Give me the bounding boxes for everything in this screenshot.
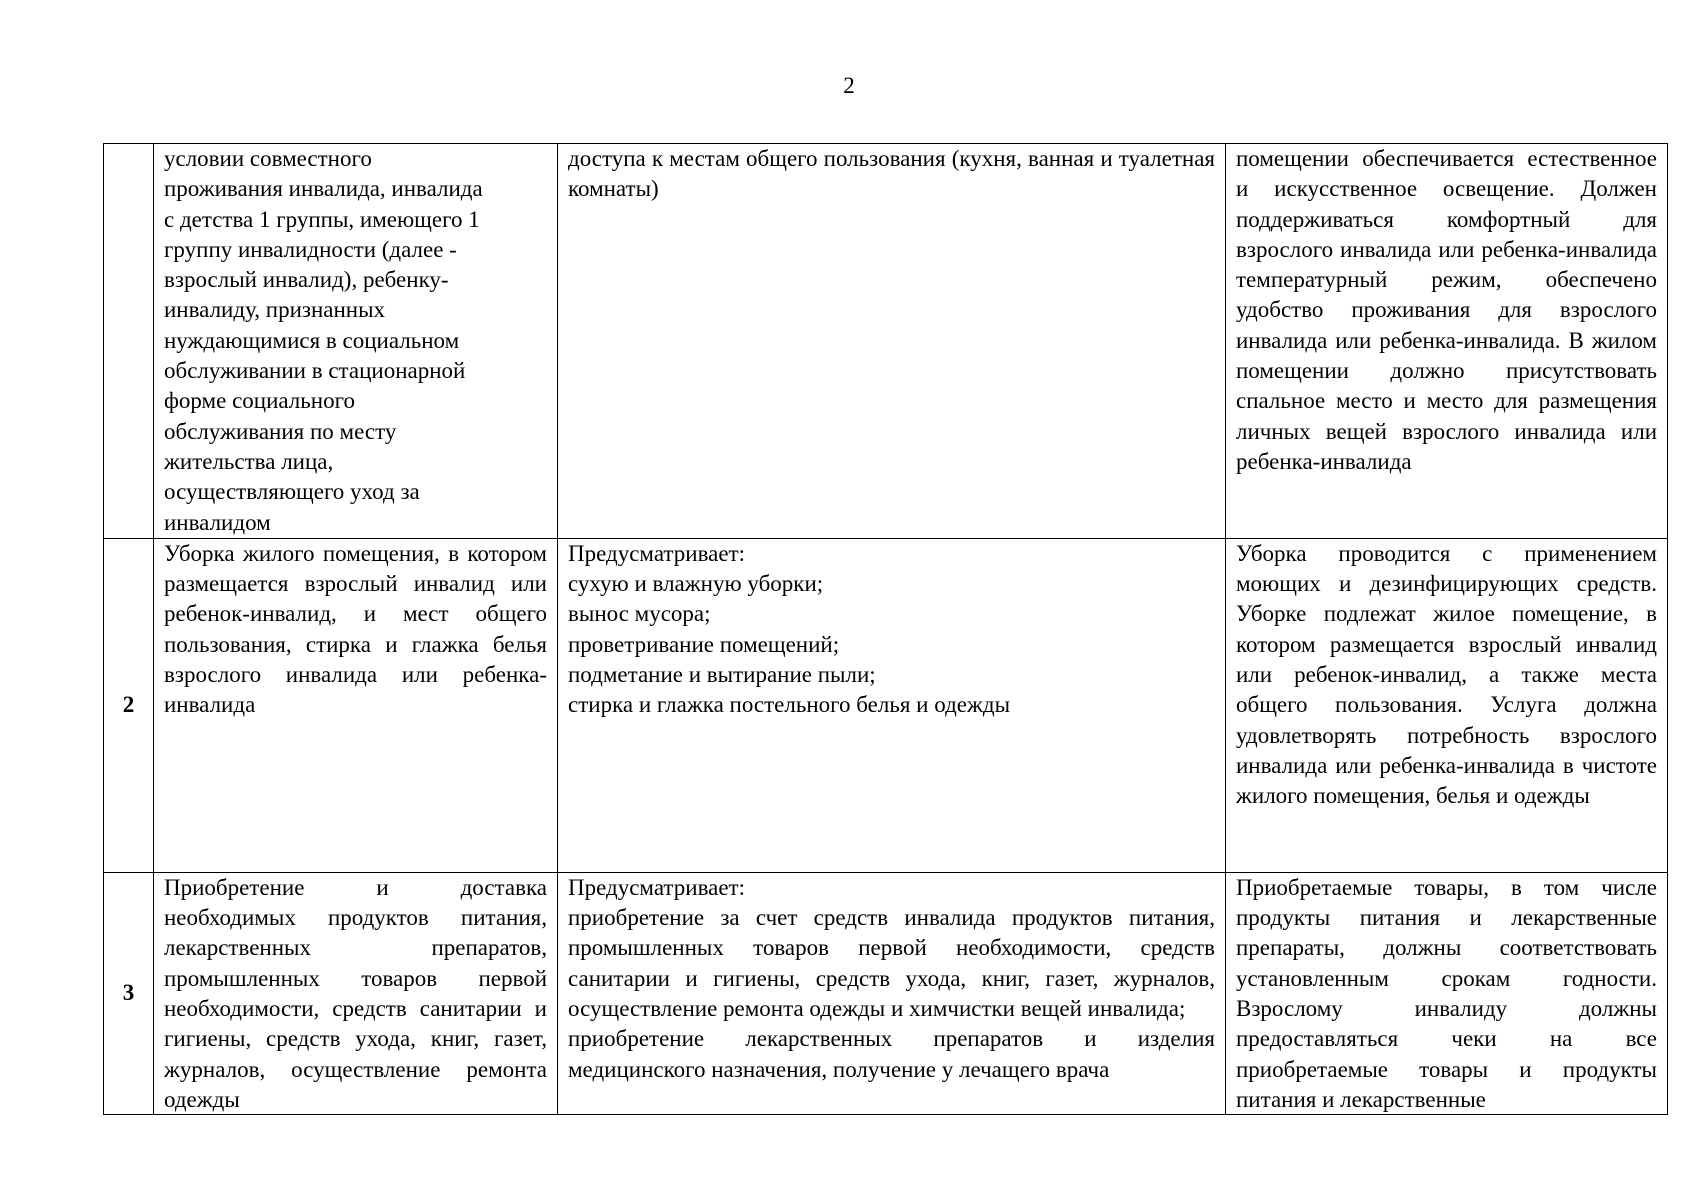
service-name-line: инвалиду, признанных [164,297,386,323]
service-name-line: с детства 1 группы, имеющего 1 [164,206,480,232]
service-content-cell [558,872,1226,1114]
service-content-line: сухую и влажную уборки; [568,571,824,597]
service-name-line: жительства лица, [164,448,334,474]
service-requirements: Приобретаемые товары, в том числе продукты питания и лекарственные препараты, должны соответствовать установленным срокам годности. Взрослому инвалиду должны предоставляться чеки на все приобретаемые товары и продукты питания и лекарственные [1236,874,1657,1112]
row-number-cell [104,872,154,1114]
service-content: приобретение за счет средств инвалида продуктов питания, промышленных товаров первой необходимости, средств санитарии и гигиены, средств ухода, книг, газет, журналов, осуществление ремонта одежды и химчистки вещей инвалида; [568,905,1215,1022]
service-name-line: обслуживания по месту [164,418,397,444]
service-content-2: приобретение лекарственных препаратов и изделия медицинского назначения, получение у лечащего врача [568,1026,1215,1082]
page-number: 2 [843,73,855,98]
service-name: Уборка жилого помещения, в котором размещается взрослый инвалид или ребенок-инвалид, и мест общего пользования, стирка и глажка белья взрослого инвалида или ребенка-инвалида [164,540,547,718]
service-content-clip [568,873,1215,1113]
service-content-line: Предусматривает: [568,540,745,566]
row-number: 2 [122,692,135,718]
service-content-line: подметание и вытирание пыли; [568,662,876,688]
service-name-cell [154,538,558,872]
service-requirements-cell [1226,538,1668,872]
table-row [104,872,1668,1114]
service-content-line: стирка и глажка постельного белья и одежды [568,692,1011,718]
service-content-line: вынос мусора; [568,601,711,627]
service-name-cell [154,144,558,539]
service-name: Приобретение и доставка необходимых продуктов питания, лекарственных препаратов, промышленных товаров первой необходимости, средств санитарии и гигиены, средств ухода, книг, газет, журналов, осуществление ремонта одежды [164,874,547,1112]
service-name-line: проживания инвалида, инвалида [164,176,483,202]
services-table [103,143,1668,1115]
service-content-cell [558,538,1226,872]
table-row [104,538,1668,872]
service-content-line: проветривание помещений; [568,631,840,657]
service-name-clip [164,873,547,1113]
service-requirements-clip [1236,873,1657,1113]
service-name-line: условии совместного [164,146,372,171]
service-requirements-cell [1226,144,1668,539]
row-number-cell [104,538,154,872]
service-name-line: инвалидом [164,509,271,535]
service-name-line: нуждающимися в социальном [164,327,460,353]
service-content-intro: Предусматривает: [568,874,745,900]
row-number: 3 [122,980,135,1006]
service-content: доступа к местам общего пользования (кухня, ванная и туалетная комнаты) [568,146,1215,202]
table-row [104,144,1668,539]
service-requirements: Уборка проводится с применением моющих и дезинфицирующих средств. Уборке подлежат жилое помещение, в котором размещается взрослый инвалид или ребенок-инвалид, а также места общего пользования. Услуга должна удовлетворять потребность взрослого инвалида или ребенка-инвалида в чистоте жилого помещения, белья и одежды [1236,540,1657,809]
service-requirements: помещении обеспечивается естественное и искусственное освещение. Должен поддерживаться комфортный для взрослого инвалида или ребенка-инвалида температурный режим, обеспечено удобство проживания для взрослого инвалида или ребенка-инвалида. В жилом помещении должно присутствовать спальное место и место для размещения личных вещей взрослого инвалида или ребенка-инвалида [1236,146,1657,474]
service-name-line: форме социального [164,388,355,414]
service-name-cell [154,872,558,1114]
service-content-cell [558,144,1226,539]
service-name-line: взрослый инвалид), ребенку- [164,267,449,293]
row-number-cell [104,144,154,539]
service-requirements-cell [1226,872,1668,1114]
service-name-line: группу инвалидности (далее - [164,236,457,262]
service-name-line: обслуживании в стационарной [164,358,466,384]
service-name-line: осуществляющего уход за [164,479,420,505]
